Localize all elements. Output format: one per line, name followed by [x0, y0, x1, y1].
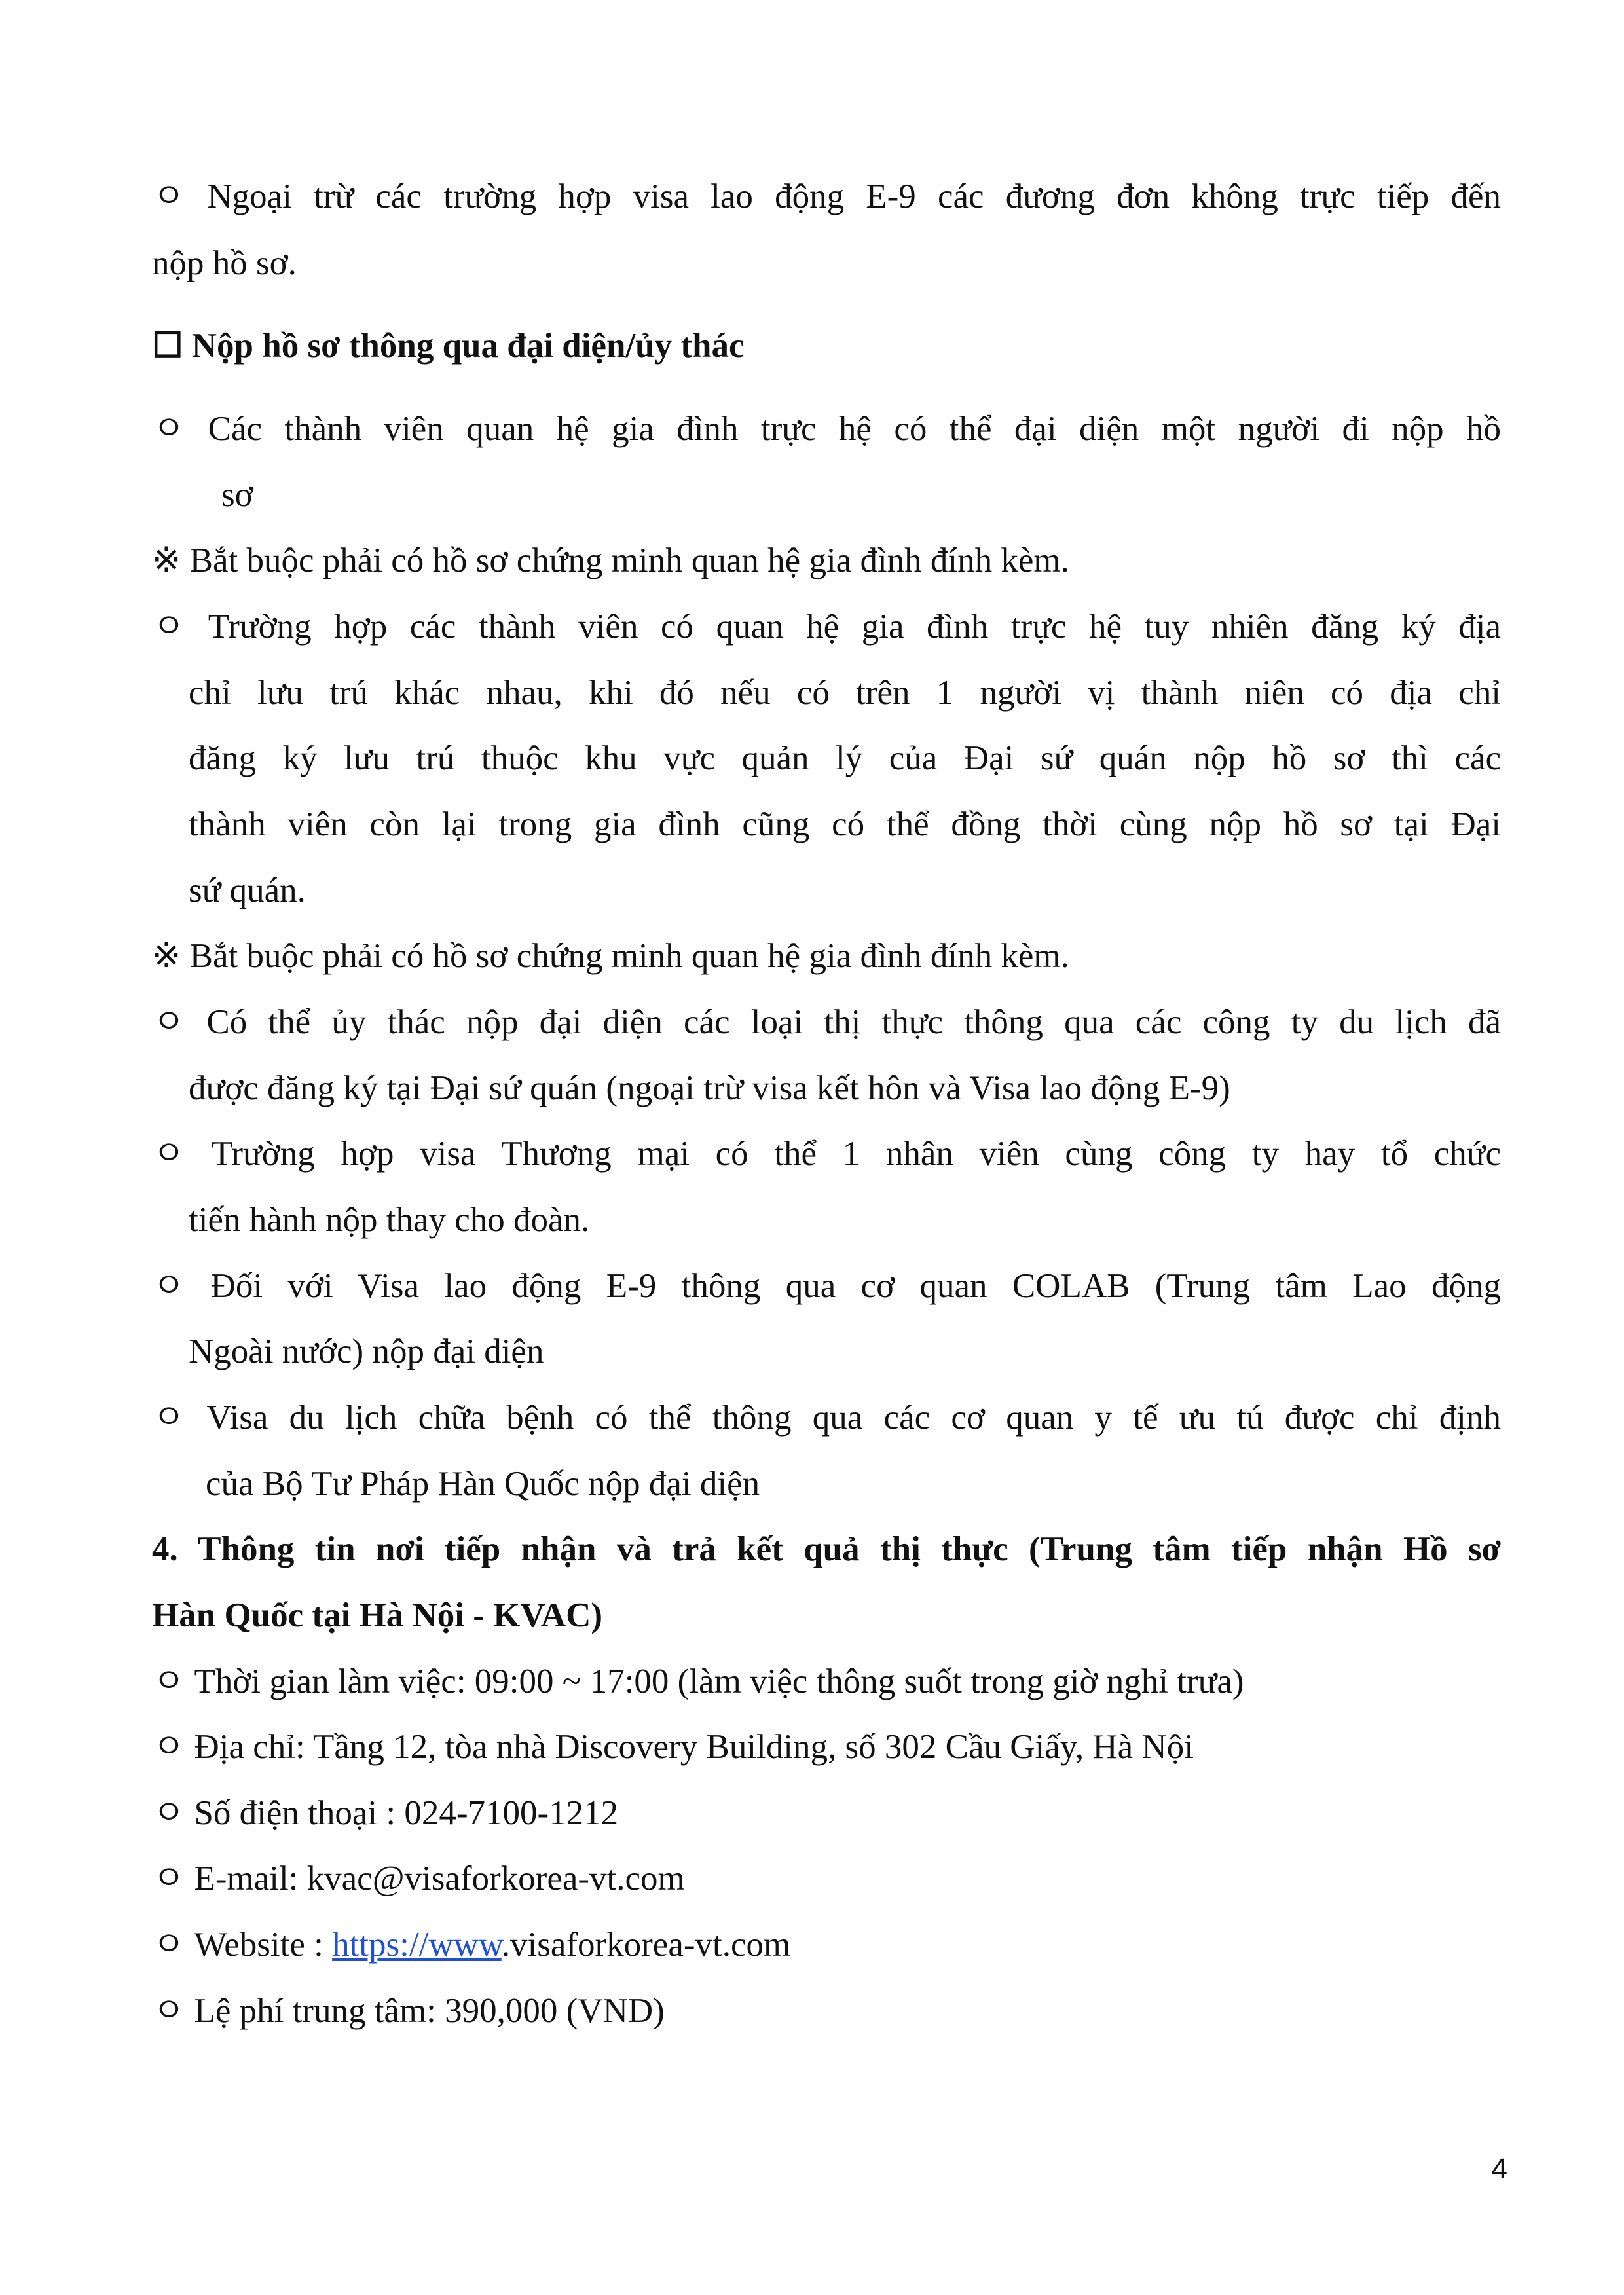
website-domain: .visaforkorea-vt.com — [501, 1926, 791, 1964]
paragraph-line: nộp hồ sơ. — [152, 244, 297, 282]
paragraph-line: ㅇ Có thể ủy thác nộp đại diện các loại thị thực thông qua các công ty du lịch đã — [152, 1003, 1501, 1041]
paragraph-line: ㅇ Trường hợp các thành viên có quan hệ gia đình trực hệ tuy nhiên đăng ký địa — [152, 608, 1501, 646]
website-link[interactable]: https://www — [332, 1926, 502, 1964]
paragraph-line: Ngoài nước) nộp đại diện — [189, 1332, 544, 1370]
paragraph-line: chỉ lưu trú khác nhau, khi đó nếu có trên 1 người vị thành niên có địa chỉ — [189, 674, 1501, 712]
info-line-email: ㅇ E-mail: kvac@visaforkorea-vt.com — [152, 1860, 685, 1898]
paragraph-line: ㅇ Các thành viên quan hệ gia đình trực hệ có thể đại diện một người đi nộp hồ — [152, 410, 1501, 448]
note-line: ※ Bắt buộc phải có hồ sơ chứng minh quan hệ gia đình đính kèm. — [152, 542, 1069, 579]
paragraph-line: đăng ký lưu trú thuộc khu vực quản lý của Đại sứ quán nộp hồ sơ thì các — [189, 739, 1501, 777]
info-line-address: ㅇ Địa chỉ: Tầng 12, tòa nhà Discovery Building, số 302 Cầu Giấy, Hà Nội — [152, 1728, 1194, 1766]
info-line-hours: ㅇ Thời gian làm việc: 09:00 ~ 17:00 (làm việc thông suốt trong giờ nghỉ trưa) — [152, 1662, 1244, 1700]
section-heading: 4. Thông tin nơi tiếp nhận và trả kết quả thị thực (Trung tâm tiếp nhận Hồ sơ — [152, 1530, 1501, 1568]
paragraph-line: tiến hành nộp thay cho đoàn. — [189, 1201, 590, 1239]
paragraph-line: thành viên còn lại trong gia đình cũng có thể đồng thời cùng nộp hồ sơ tại Đại — [189, 805, 1501, 843]
paragraph-line: ㅇ Visa du lịch chữa bệnh có thể thông qua các cơ quan y tế ưu tú được chỉ định — [152, 1399, 1501, 1437]
section-heading: ☐ Nộp hồ sơ thông qua đại diện/ủy thác — [152, 327, 745, 365]
paragraph-line: ㅇ Đối với Visa lao động E-9 thông qua cơ quan COLAB (Trung tâm Lao động — [152, 1267, 1501, 1305]
paragraph-line: của Bộ Tư Pháp Hàn Quốc nộp đại diện — [206, 1465, 760, 1503]
paragraph-line: sứ quán. — [189, 872, 306, 909]
website-label: ㅇ Website : — [152, 1926, 333, 1964]
paragraph-line: sơ — [221, 476, 253, 514]
info-line-website — [152, 1912, 1501, 1978]
paragraph-line: ㅇ Ngoại trừ các trường hợp visa lao động E-9 các đương đơn không trực tiếp đến — [152, 177, 1501, 215]
info-line-phone: ㅇ Số điện thoại : 024-7100-1212 — [152, 1794, 619, 1832]
note-line: ※ Bắt buộc phải có hồ sơ chứng minh quan hệ gia đình đính kèm. — [152, 937, 1069, 975]
section-heading: Hàn Quốc tại Hà Nội - KVAC) — [152, 1596, 603, 1634]
info-line-fee: ㅇ Lệ phí trung tâm: 390,000 (VND) — [152, 1992, 665, 2030]
paragraph-line: được đăng ký tại Đại sứ quán (ngoại trừ visa kết hôn và Visa lao động E-9) — [189, 1069, 1230, 1107]
page-number: 4 — [1491, 2153, 1507, 2185]
paragraph-line: ㅇ Trường hợp visa Thương mại có thể 1 nhân viên cùng công ty hay tổ chức — [152, 1135, 1501, 1173]
